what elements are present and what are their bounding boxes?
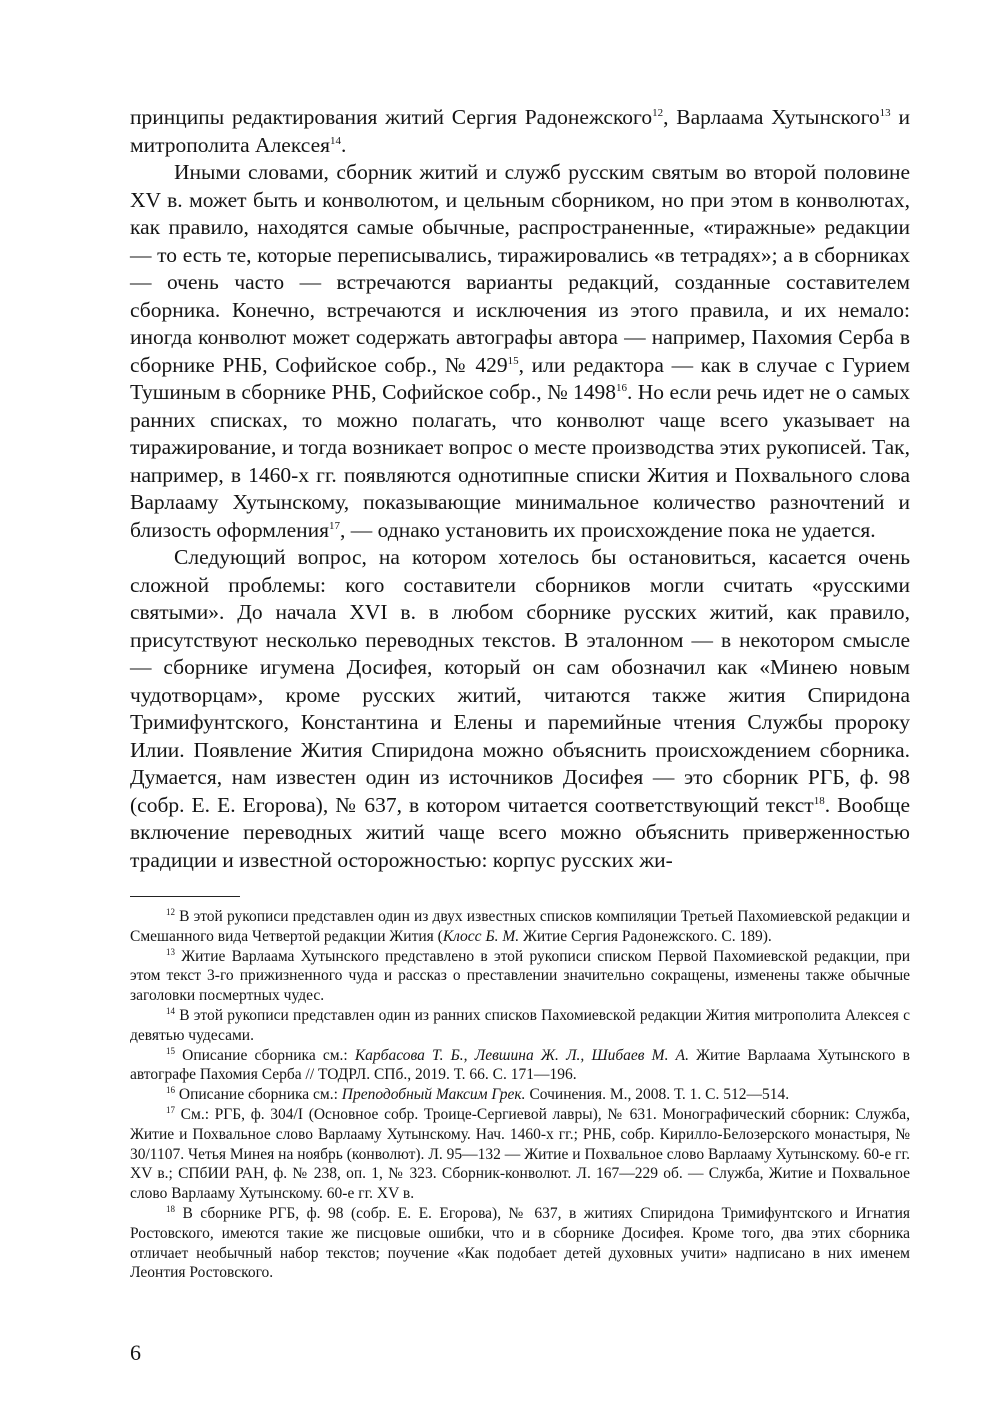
text-run: Описание сборника см.: bbox=[175, 1046, 355, 1064]
text-run: Описание сборника см.: bbox=[175, 1086, 342, 1104]
footnote-ref-17[interactable]: 17 bbox=[329, 519, 341, 532]
footnote-ref-13[interactable]: 13 bbox=[879, 106, 891, 119]
footnote-divider bbox=[130, 896, 240, 897]
footnote-16 bbox=[130, 1085, 910, 1105]
author-name: Клосс Б. М. bbox=[442, 927, 520, 945]
text-run: . Вообще включение переводных житий чаще всего можно объяснить приверженностью традиции и известной осторожностью: корпус русских жи- bbox=[130, 792, 910, 872]
main-text bbox=[130, 104, 910, 874]
footnote-number: 17 bbox=[166, 1104, 175, 1115]
footnote-ref-15[interactable]: 15 bbox=[507, 354, 519, 367]
page-number: 6 bbox=[130, 1340, 141, 1365]
paragraph-2 bbox=[130, 159, 910, 544]
text-run: . Но если речь идет не о самых ранних списках, то можно полагать, что конволют чаще всего указывает на тиражирование, и тогда возникает вопрос о месте производства этих рукописей. Так, например, в 1460-х гг. появляются однотипные списки Жития и Похвального слова Варлааму Хутынскому, показывающие минимальное количество разночтений и близость оформления bbox=[130, 380, 910, 542]
footnote-ref-18[interactable]: 18 bbox=[813, 794, 825, 807]
footnote-ref-14[interactable]: 14 bbox=[330, 134, 341, 147]
footnote-ref-16[interactable]: 16 bbox=[616, 381, 628, 394]
document-page bbox=[130, 104, 910, 1283]
text-run: В этой рукописи представлен один из ранних списков Пахомиевской редакции Жития митрополита Алексея с девятью чудесами. bbox=[130, 1006, 910, 1044]
footnote-number: 12 bbox=[166, 906, 175, 917]
footnote-12 bbox=[130, 907, 910, 947]
text-run: принципы редактирования житий Сергия Радонежского bbox=[130, 105, 653, 129]
footnote-13 bbox=[130, 947, 910, 1006]
footnote-number: 18 bbox=[166, 1203, 175, 1214]
footnote-number: 15 bbox=[166, 1045, 175, 1056]
text-run: Сочинения. М., 2008. Т. 1. С. 512—514. bbox=[525, 1086, 790, 1104]
footnote-ref-12[interactable]: 12 bbox=[652, 106, 664, 119]
author-name: Преподобный Максим Грек. bbox=[341, 1086, 526, 1104]
text-run: Житие Сергия Радонежского. С. 189). bbox=[519, 927, 772, 945]
text-run: , — однако установить их происхождение пока не удается. bbox=[340, 517, 876, 542]
text-run: Житие Варлаама Хутынского представлено в этой рукописи списком Первой Пахомиевской редакции, при этом текст 3-го прижизненного чуда и рассказ о преставлении значительно сокращены, изменены также обычные заголовки посмертных чудес. bbox=[130, 947, 910, 1005]
footnote-14 bbox=[130, 1006, 910, 1046]
text-run: , Варлаама Хутынского bbox=[663, 105, 880, 129]
text-run: Следующий вопрос, на котором хотелось бы остановиться, касается очень сложной проблемы: кого составители сборников могли считать «русскими святыми». До начала XVI в. в любом сборнике русских житий, как правило, присутствуют несколько переводных текстов. В эталонном — в некотором смысле — сборнике игумена Досифея, который он сам обозначил как «Минею новым чудотворцам», кроме русских житий, читаются также жития Спиридона Тримифунтского, Константина и Елены и паремийные чтения Службы пророку Илии. Появление Жития Спиридона можно объяснить происхождением сборника. Думается, нам известен один из источников Досифея — это сборник РГБ, ф. 98 (собр. Е. Е. Егорова), № 637, в котором читается соответствующий текст bbox=[130, 545, 910, 817]
footnote-18 bbox=[130, 1204, 910, 1283]
text-run: Иными словами, сборник житий и служб русским святым во второй половине XV в. может быть и конволютом, и цельным сборником, но при этом в конволютах, как правило, находятся самые обычные, распространенные, «тиражные» редакции — то есть те, которые переписывались, тиражировались «в тетрадях»; а в сборниках — очень часто — встречаются варианты редакций, созданные составителем сборника. Конечно, встречаются и исключения из этого правила, и их немало: иногда конволют может содержать автографы автора — например, Пахомия Серба в сборнике РНБ, Софийское собр., № 429 bbox=[130, 160, 910, 377]
footnote-number: 14 bbox=[166, 1005, 175, 1016]
text-run: В этой рукописи представлен один из двух известных списков компиляции Третьей Пахомиевской редакции и Смешанного вида Четвертой редакции Жития ( bbox=[130, 908, 910, 945]
text-run: . bbox=[341, 132, 347, 157]
footnote-number: 16 bbox=[166, 1085, 175, 1096]
paragraph-3 bbox=[130, 544, 910, 874]
footnote-15 bbox=[130, 1046, 910, 1086]
text-run: См.: РГБ, ф. 304/I (Основное собр. Троице-Сергиевой лавры), № 631. Монографический сборник: Служба, Житие и Похвальное слово Варлааму Хутынскому. Нач. 1460-х гг.; РНБ, собр. Кирилло-Белозерского монастыря, № 30/1107. Четья Минея на ноябрь (конволют). Л. 95—132 — Житие и Похвальное слово Варлааму Хутынскому. 60-е гг. XV в.; СПбИИ РАН, ф. № 238, оп. 1, № 323. Сборник-конволют. Л. 167—229 об. — Служба, Житие и Похвальное слово Варлааму Хутынскому. 60-е гг. XV в. bbox=[130, 1105, 910, 1203]
footnotes bbox=[130, 907, 910, 1283]
author-name: Карбасова Т. Б., Левшина Ж. Л., Шибаев М. А. bbox=[354, 1046, 689, 1064]
footnote-number: 13 bbox=[166, 946, 175, 957]
text-run: , или редактора — как в случае с Гурием Тушиным в сборнике РНБ, Софийское собр., № 1498 bbox=[130, 352, 910, 404]
footnote-17 bbox=[130, 1105, 910, 1204]
paragraph-1 bbox=[130, 104, 910, 159]
text-run: и митрополита Алексея bbox=[130, 105, 910, 157]
text-run: Житие Варлаама Хутынского в автографе Пахомия Серба // ТОДРЛ. СПб., 2019. Т. 66. С. 171—196. bbox=[130, 1046, 910, 1084]
text-run: В сборнике РГБ, ф. 98 (собр. Е. Е. Егорова), № 637, в житиях Спиридона Тримифунтского и Игнатия Ростовского, имеются такие же писцовые ошибки, что и в сборнике Досифея. Кроме того, два этих сборника отличает необычный набор текстов; поучение «Как подобает детей духовных учити» надписано в них именем Леонтия Ростовского. bbox=[130, 1204, 910, 1282]
